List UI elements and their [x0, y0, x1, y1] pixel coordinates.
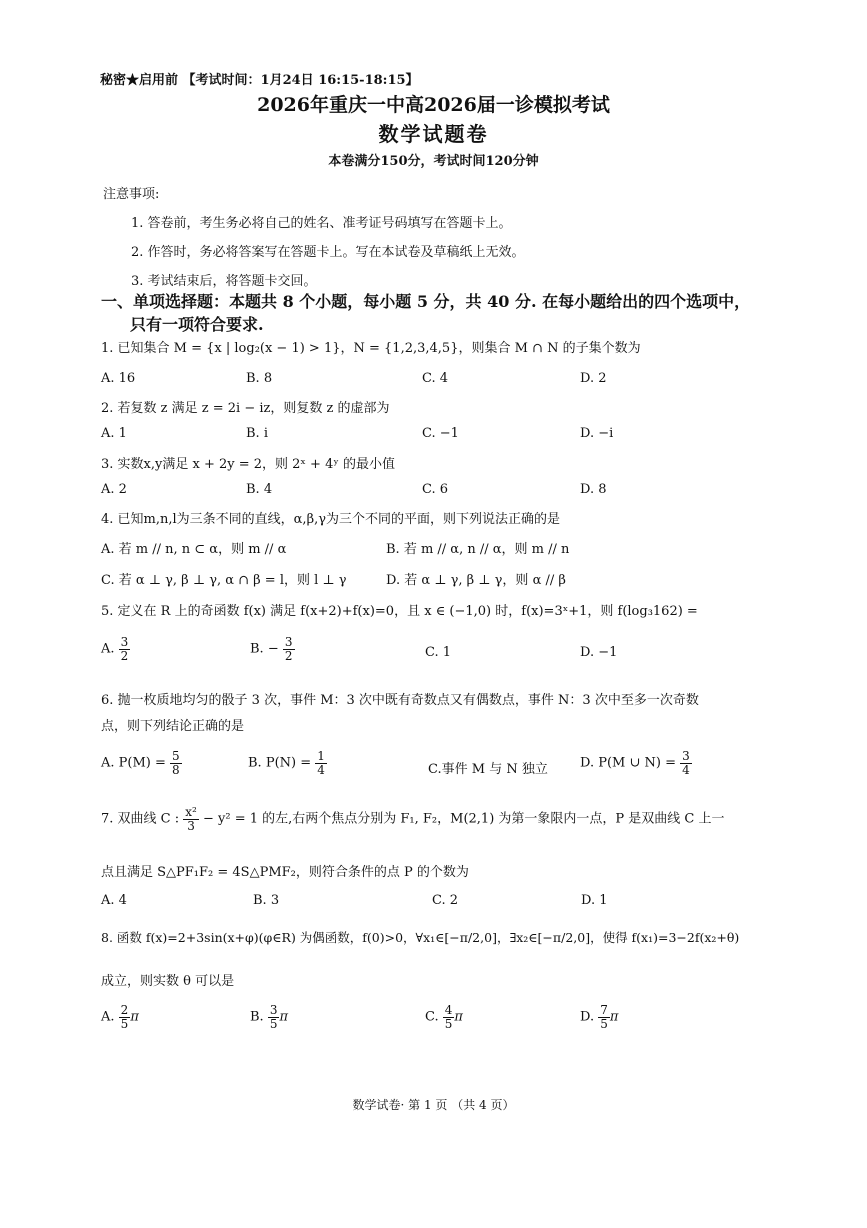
q7-stem-b: − y² = 1 的左,右两个焦点分别为 F₁, F₂，M(2,1) 为第一象限内一点，P 是双曲线 C 上一: [203, 811, 725, 827]
q6-option-b-label: B. P(N) =: [248, 755, 312, 771]
q5-option-a-label: A.: [101, 641, 115, 657]
denominator: 5: [444, 1016, 453, 1031]
question-6-stem: 6. 抛一枚质地均匀的骰子 3 次，事件 M：3 次中既有奇数点又有偶数点，事件 N：3 次中至多一次奇数: [101, 693, 699, 708]
notes-heading: 注意事项:: [103, 187, 160, 202]
q5-option-c: C. 1: [425, 645, 452, 660]
q6-option-d: [580, 750, 692, 776]
numerator: 1: [317, 749, 325, 763]
denominator: 4: [317, 762, 325, 777]
question-3-stem: 3. 实数x,y满足 x + 2y = 2，则 2ˣ + 4ʸ 的最小值: [101, 457, 395, 472]
pi-symbol: π: [454, 1009, 463, 1025]
q2-option-c: C. −1: [422, 426, 459, 441]
numerator: 4: [444, 1003, 453, 1017]
secret-line: 秘密★启用前 【考试时间：1月24日 16:15-18:15】: [100, 73, 419, 88]
section-heading-cont: 只有一项符合要求.: [130, 315, 264, 334]
note-item: 1. 答卷前，考生务必将自己的姓名、准考证号码填写在答题卡上。: [131, 216, 512, 231]
numerator: 3: [284, 635, 293, 649]
q1-option-c: C. 4: [422, 371, 449, 386]
denominator: 2: [120, 648, 129, 663]
q4-option-d: D. 若 α ⊥ γ, β ⊥ γ，则 α // β: [386, 573, 566, 588]
q8-option-d-fraction: [598, 1004, 610, 1030]
q8-option-d: [580, 1004, 618, 1030]
denominator: 2: [284, 648, 293, 663]
q7-option-c: C. 2: [432, 893, 459, 908]
q6-option-b-fraction: [315, 750, 327, 776]
exam-subtitle: 数学试题卷: [378, 122, 489, 146]
q6-option-d-label: D. P(M ∪ N) =: [580, 755, 676, 771]
q6-option-a: [101, 750, 182, 776]
denominator: 5: [269, 1016, 278, 1031]
q8-option-a-label: A.: [101, 1009, 115, 1025]
q5-option-b: [250, 636, 295, 662]
numerator: 2: [120, 1003, 129, 1017]
question-1-stem: 1. 已知集合 M = {x | log₂(x − 1) > 1}，N = {1,2,3,4,5}，则集合 M ∩ N 的子集个数为: [101, 341, 641, 356]
q8-option-c: [425, 1004, 463, 1030]
question-6-stem-cont: 点，则下列结论正确的是: [101, 719, 245, 734]
page-footer: 数学试卷· 第 1 页 （共 4 页）: [352, 1098, 515, 1112]
q2-option-b: B. i: [246, 426, 268, 441]
q1-option-a: A. 16: [101, 371, 136, 386]
q6-option-a-fraction: [170, 750, 182, 776]
question-4-stem: 4. 已知m,n,l为三条不同的直线，α,β,γ为三个不同的平面，则下列说法正确的是: [101, 512, 560, 527]
q8-option-b-fraction: [268, 1004, 280, 1030]
numerator: 3: [269, 1003, 278, 1017]
question-2-stem: 2. 若复数 z 满足 z = 2i − iz，则复数 z 的虚部为: [101, 401, 390, 416]
q7-option-b: B. 3: [253, 893, 280, 908]
q8-option-d-label: D.: [580, 1009, 595, 1025]
denominator: 8: [172, 762, 180, 777]
q4-option-c: C. 若 α ⊥ γ, β ⊥ γ, α ∩ β = l，则 l ⊥ γ: [101, 573, 347, 588]
q6-option-a-label: A. P(M) =: [101, 755, 166, 771]
q7-option-d: D. 1: [581, 893, 608, 908]
numerator: 3: [120, 635, 129, 649]
q6-option-c: C.事件 M 与 N 独立: [428, 762, 548, 777]
question-8-stem: 8. 函数 f(x)=2+3sin(x+φ)(φ∈R) 为偶函数，f(0)>0，∀x₁∈[−π/2,0]，∃x₂∈[−π/2,0]，使得 f(x₁)=3−2f(x₂+θ): [101, 930, 740, 945]
q4-option-b: B. 若 m // α, n // α，则 m // n: [386, 542, 570, 557]
question-7-stem-cont: 点且满足 S△PF₁F₂ = 4S△PMF₂，则符合条件的点 P 的个数为: [101, 865, 469, 880]
q8-option-c-fraction: [443, 1004, 455, 1030]
numerator: 7: [600, 1003, 608, 1017]
q6-option-d-fraction: [680, 750, 692, 776]
q2-option-d: D. −i: [580, 426, 614, 441]
q5-option-a-fraction: [119, 636, 131, 662]
denominator: 3: [187, 818, 195, 833]
exam-title: 2026年重庆一中高2026届一诊模拟考试: [257, 94, 610, 116]
q8-option-a: [101, 1004, 139, 1030]
q1-option-d: D. 2: [580, 371, 607, 386]
pi-symbol: π: [609, 1009, 619, 1025]
question-5-stem: 5. 定义在 R 上的奇函数 f(x) 满足 f(x+2)+f(x)=0，且 x ∈ (−1,0) 时，f(x)=3ˣ+1，则 f(log₃162) =: [101, 604, 698, 619]
q8-option-a-fraction: [119, 1004, 131, 1030]
denominator: 5: [120, 1016, 129, 1031]
q6-option-b: [248, 750, 327, 776]
note-item: 2. 作答时，务必将答案写在答题卡上。写在本试卷及草稿纸上无效。: [131, 245, 525, 260]
q3-option-a: A. 2: [101, 482, 127, 497]
q8-option-c-label: C.: [425, 1009, 439, 1025]
q5-option-b-label: B. −: [250, 641, 279, 657]
q8-option-b: [250, 1004, 288, 1030]
score-line: 本卷满分150分，考试时间120分钟: [328, 154, 539, 169]
q8-option-b-label: B.: [250, 1009, 264, 1025]
q7-stem-fraction: [183, 806, 199, 832]
q3-option-d: D. 8: [580, 482, 607, 497]
q5-option-a: [101, 636, 130, 662]
pi-symbol: π: [279, 1009, 289, 1025]
q2-option-a: A. 1: [101, 426, 127, 441]
q5-option-b-fraction: [283, 636, 295, 662]
denominator: 5: [600, 1016, 608, 1031]
numerator: x²: [185, 805, 197, 819]
denominator: 4: [682, 762, 690, 777]
numerator: 5: [172, 749, 180, 763]
question-7-stem: [101, 806, 725, 832]
question-8-stem-cont: 成立，则实数 θ 可以是: [101, 974, 235, 989]
q5-option-d: D. −1: [580, 645, 618, 660]
numerator: 3: [682, 749, 690, 763]
q7-stem-a: 7. 双曲线 C :: [101, 811, 180, 827]
q4-option-a: A. 若 m // n, n ⊂ α，则 m // α: [101, 542, 287, 557]
q1-option-b: B. 8: [246, 371, 273, 386]
pi-symbol: π: [130, 1009, 139, 1025]
q3-option-b: B. 4: [246, 482, 273, 497]
note-item: 3. 考试结束后，将答题卡交回。: [131, 274, 317, 289]
q7-option-a: A. 4: [101, 893, 127, 908]
q3-option-c: C. 6: [422, 482, 449, 497]
section-heading: 一、单项选择题：本题共 8 个小题，每小题 5 分，共 40 分. 在每小题给出的四个选项中，: [101, 292, 751, 311]
